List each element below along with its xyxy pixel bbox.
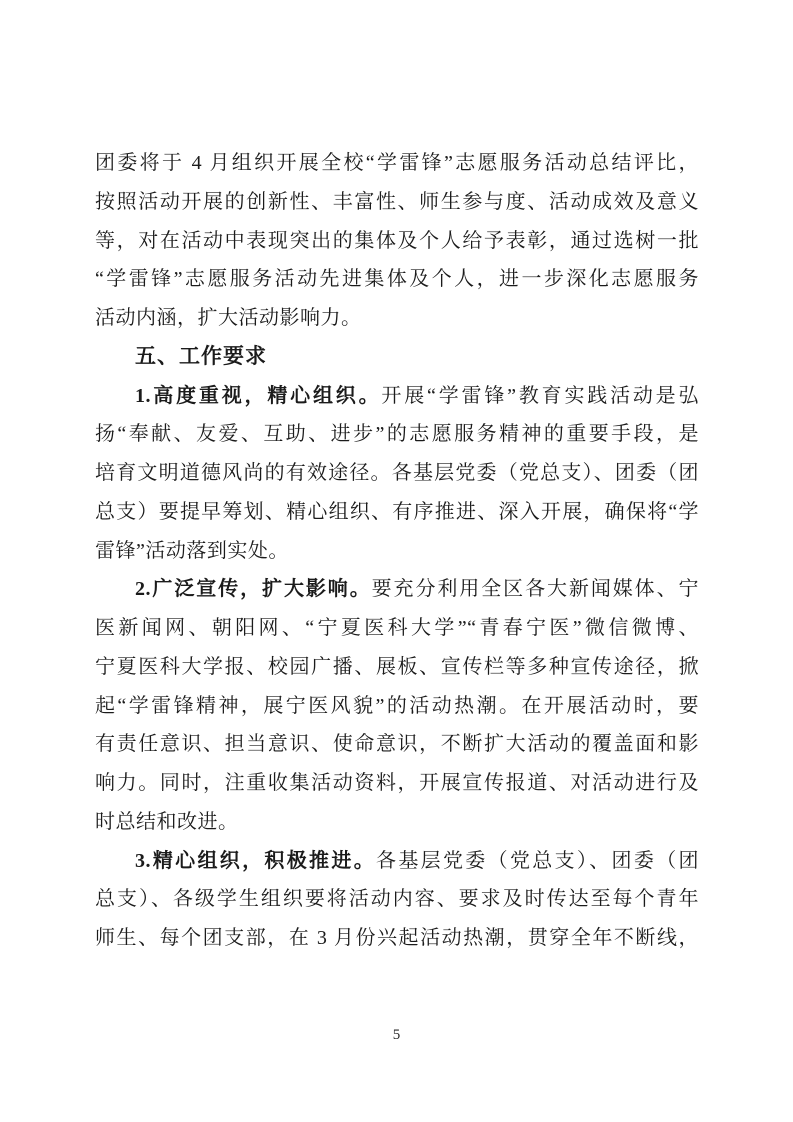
body-line bbox=[95, 415, 699, 454]
line-text: 总支）、各级学生组织要将活动内容、要求及时传达至每个青年 bbox=[95, 888, 699, 911]
body-line bbox=[95, 764, 699, 803]
body-line bbox=[95, 609, 699, 648]
line-text: 师生、每个团支部，在 3 月份兴起活动热潮，贯穿全年不断线， bbox=[95, 927, 699, 949]
document-text bbox=[95, 144, 699, 958]
body-line bbox=[95, 454, 699, 493]
body-line bbox=[95, 299, 699, 338]
section-heading bbox=[95, 338, 699, 377]
body-line bbox=[95, 880, 699, 919]
line-text: 时总结和改进。 bbox=[95, 810, 239, 833]
line-text: 培育文明道德风尚的有效途径。各基层党委（党总支）、团委（团 bbox=[95, 462, 699, 484]
body-line bbox=[95, 144, 699, 183]
body-line bbox=[95, 493, 699, 532]
bold-lead-text: 2.广泛宣传，扩大影响。 bbox=[135, 578, 372, 601]
body-line bbox=[95, 803, 699, 842]
heading-text: 五、工作要求 bbox=[135, 344, 267, 368]
line-text: 响力。同时，注重收集活动资料，开展宣传报道、对活动进行及 bbox=[95, 772, 699, 794]
page-number: 5 bbox=[392, 1027, 401, 1043]
line-text: 活动内涵，扩大活动影响力。 bbox=[95, 307, 362, 329]
body-line bbox=[95, 842, 699, 881]
body-line bbox=[95, 222, 699, 261]
line-text: 按照活动开展的创新性、丰富性、师生参与度、活动成效及意义 bbox=[95, 190, 699, 213]
line-text: 要充分利用全区各大新闻媒体、宁 bbox=[371, 578, 700, 601]
line-text: 宁夏医科大学报、校园广播、展板、宣传栏等多种宣传途径，掀 bbox=[95, 655, 699, 678]
body-line bbox=[95, 532, 699, 571]
line-text: 扬“奉献、友爱、互助、进步”的志愿服务精神的重要手段，是 bbox=[95, 423, 699, 446]
line-text: 起“学雷锋精神，展宁医风貌”的活动热潮。在开展活动时，要 bbox=[95, 694, 699, 717]
bold-lead-text: 3.精心组织，积极推进。 bbox=[135, 849, 377, 872]
body-line bbox=[95, 260, 699, 299]
line-text: 总支）要提早筹划、精心组织、有序推进、深入开展，确保将“学 bbox=[95, 500, 699, 523]
body-line bbox=[95, 183, 699, 222]
line-text: 等，对在活动中表现突出的集体及个人给予表彰，通过选树一批 bbox=[95, 229, 699, 252]
body-line bbox=[95, 648, 699, 687]
body-line bbox=[95, 725, 699, 764]
bold-lead-text: 1.高度重视，精心组织。 bbox=[135, 384, 382, 407]
line-text: 团委将于 4 月组织开展全校“学雷锋”志愿服务活动总结评比， bbox=[95, 152, 699, 174]
line-text: 各基层党委（党总支）、团委（团 bbox=[376, 849, 700, 872]
line-text: 医新闻网、朝阳网、“宁夏医科大学”“青春宁医”微信微博、 bbox=[95, 617, 699, 639]
body-line bbox=[95, 377, 699, 416]
body-line bbox=[95, 919, 699, 958]
line-text: 有责任意识、担当意识、使命意识，不断扩大活动的覆盖面和影 bbox=[95, 733, 699, 756]
line-text: 开展“学雷锋”教育实践活动是弘 bbox=[381, 384, 699, 407]
body-line bbox=[95, 687, 699, 726]
line-text: “学雷锋”志愿服务活动先进集体及个人，进一步深化志愿服务 bbox=[95, 268, 699, 291]
body-line bbox=[95, 570, 699, 609]
line-text: 雷锋”活动落到实处。 bbox=[95, 539, 289, 562]
